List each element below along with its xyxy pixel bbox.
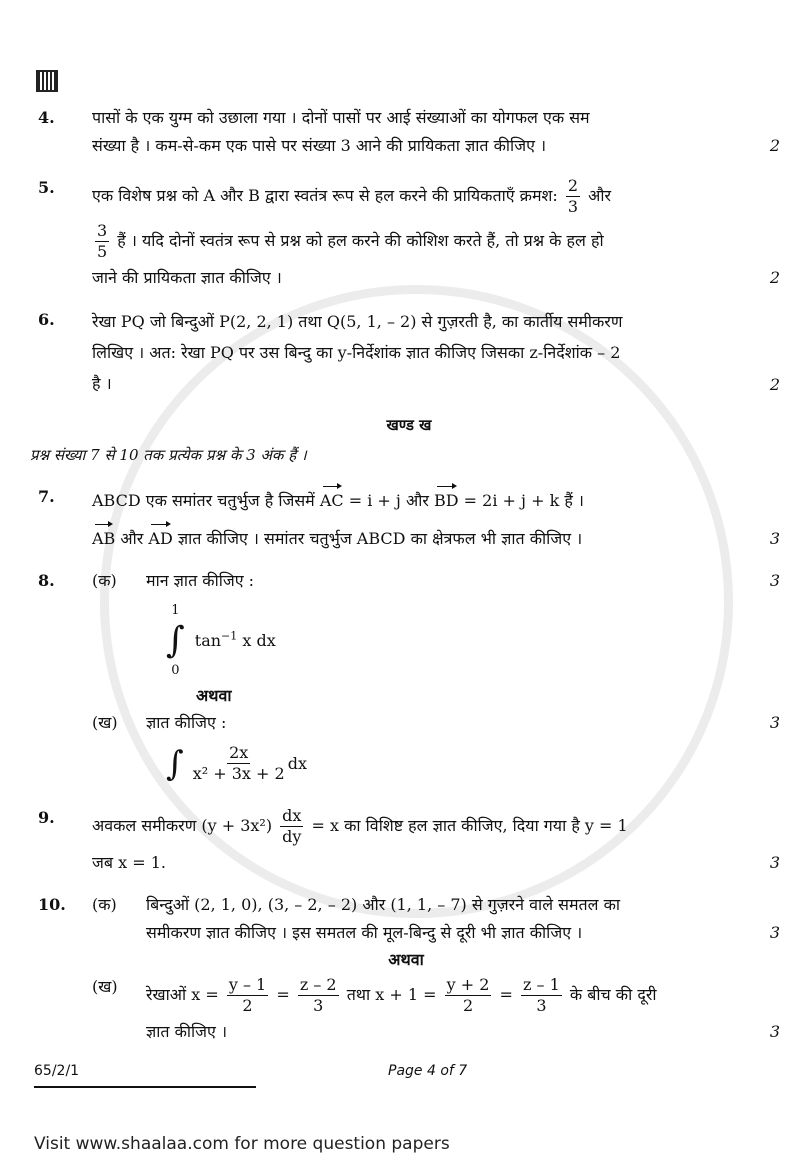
question-text: है । — [92, 374, 112, 393]
question-number: 6. — [38, 310, 55, 329]
denominator: 3 — [536, 996, 547, 1015]
denominator: 2 — [462, 996, 474, 1015]
question-text — [146, 973, 740, 1018]
definite-integral — [166, 603, 276, 679]
or-label: अथवा — [196, 686, 232, 705]
text: अवकल समीकरण (y + 3x²) — [92, 816, 273, 835]
text: = i + j और — [348, 491, 429, 510]
fraction — [95, 221, 109, 262]
fraction — [280, 806, 303, 847]
option-label: (क) — [92, 571, 117, 590]
vector: AC — [320, 483, 344, 511]
question-body — [92, 483, 740, 553]
question-text: ज्ञात कीजिए : — [146, 713, 227, 732]
exponent: −1 — [221, 629, 238, 643]
question-text: रेखा PQ जो बिन्दुओं P(2, 2, 1) तथा Q(5, 1, – 2) से गुज़रती है, का कार्तीय समीकरण — [92, 312, 623, 331]
text: तथा x + 1 = — [346, 985, 437, 1004]
text: ज्ञात कीजिए । समांतर चतुर्भुज ABCD का क्षेत्रफल भी ज्ञात कीजिए । — [177, 529, 583, 548]
text: ABCD एक समांतर चतुर्भुज है जिसमें — [92, 491, 315, 510]
marks: 3 — [769, 853, 780, 872]
text: = x का विशिष्ट हल ज्ञात कीजिए, दिया गया है y = 1 — [311, 816, 628, 835]
marks: 2 — [769, 136, 780, 155]
numerator: 2x — [229, 743, 249, 762]
fraction — [566, 176, 580, 217]
integral-limits — [166, 603, 185, 679]
marks: 3 — [769, 1022, 780, 1041]
question-text: बिन्दुओं (2, 1, 0), (3, – 2, – 2) और (1, 1, – 7) से गुज़रने वाले समतल का — [146, 895, 620, 914]
vector: AD — [148, 521, 172, 549]
numerator: z – 1 — [523, 975, 560, 994]
marks: 3 — [769, 571, 780, 590]
denominator: x² + 3x + 2 — [192, 764, 285, 783]
question-text: जाने की प्रायिकता ज्ञात कीजिए । — [92, 268, 282, 287]
question-10 — [38, 891, 780, 1046]
denominator: 5 — [97, 242, 108, 261]
integral-upper-limit: 1 — [171, 603, 180, 618]
denominator: 2 — [242, 996, 253, 1015]
option-label: (ख) — [92, 713, 118, 732]
question-text: मान ज्ञात कीजिए : — [146, 571, 255, 590]
question-body — [146, 973, 740, 1046]
text: और — [120, 529, 144, 548]
fraction — [227, 975, 268, 1016]
text: हैं । यदि दोनों स्वतंत्र रूप से प्रश्न को हल करने की कोशिश करते हैं, तो प्रश्न के हल हो — [117, 231, 604, 250]
paper-code: 65/2/1 — [34, 1063, 80, 1079]
section-instruction: प्रश्न संख्या 7 से 10 तक प्रत्येक प्रश्न के 3 अंक हैं । — [30, 446, 307, 464]
text: एक विशेष प्रश्न को A और B द्वारा स्वतंत्र रूप से हल करने की प्रायिकताएँ क्रमश: — [92, 186, 558, 205]
question-number: 10. — [38, 895, 66, 914]
marks: 3 — [769, 923, 780, 942]
option-b — [92, 709, 780, 790]
fraction — [445, 975, 492, 1016]
option-a — [92, 891, 780, 947]
question-body — [146, 567, 740, 709]
question-body — [92, 804, 740, 877]
page-footer — [34, 1060, 780, 1082]
indefinite-integral — [166, 741, 307, 786]
text: = — [276, 985, 290, 1004]
text: = 2i + j + k हैं । — [463, 491, 584, 510]
promo-banner-link[interactable]: Visit www.shaalaa.com for more question papers — [34, 1134, 450, 1154]
question-text — [92, 804, 740, 849]
denominator: 3 — [313, 996, 324, 1015]
question-text: संख्या है । कम-से-कम एक पासे पर संख्या 3 आने की प्रायिकता ज्ञात कीजिए । — [92, 136, 547, 155]
question-text: लिखिए । अत: रेखा PQ पर उस बिन्दु का y-निर्देशांक ज्ञात कीजिए जिसका z-निर्देशांक – 2 — [92, 343, 621, 362]
numerator: 3 — [97, 221, 108, 240]
text: रेखाओं x = — [146, 985, 219, 1004]
integral-sign: ∫ — [166, 620, 185, 661]
question-6 — [38, 306, 780, 399]
or-label: अथवा — [388, 950, 424, 969]
numerator: z – 2 — [299, 975, 337, 994]
question-text — [92, 483, 740, 515]
question-body — [92, 174, 740, 292]
question-5 — [38, 174, 780, 292]
numerator: y – 1 — [228, 975, 267, 994]
text: के बीच की दूरी — [569, 985, 657, 1004]
question-text: पासों के एक युग्म को उछाला गया । दोनों पासों पर आई संख्याओं का योगफल एक सम — [92, 108, 590, 127]
question-text: ज्ञात कीजिए । — [146, 1022, 228, 1041]
numerator: y + 2 — [446, 975, 490, 994]
question-text: जब x = 1. — [92, 853, 166, 872]
numerator: 2 — [567, 176, 579, 195]
question-body — [92, 306, 740, 399]
question-number: 7. — [38, 487, 55, 506]
question-number: 5. — [38, 178, 55, 197]
fraction — [298, 975, 339, 1016]
numerator: dx — [282, 806, 302, 825]
question-number: 4. — [38, 108, 55, 127]
question-9 — [38, 804, 780, 877]
integral-lower-limit: 0 — [171, 663, 180, 678]
question-number: 9. — [38, 808, 55, 827]
text: और — [588, 186, 612, 205]
text: dx — [287, 753, 307, 773]
vector: AB — [92, 521, 115, 549]
question-text — [92, 174, 740, 219]
option-a — [92, 567, 780, 709]
text: = — [499, 985, 513, 1004]
denominator: 3 — [567, 197, 579, 216]
question-number: 8. — [38, 571, 55, 590]
text: x dx — [242, 631, 276, 650]
marks: 2 — [769, 375, 780, 394]
option-b — [92, 973, 780, 1046]
question-8 — [38, 567, 780, 790]
page-number: Page 4 of 7 — [388, 1063, 468, 1079]
option-label: (ख) — [92, 977, 118, 996]
fraction — [521, 975, 562, 1016]
question-text — [92, 219, 740, 264]
question-7 — [38, 483, 780, 553]
integral-sign: ∫ — [166, 743, 184, 784]
vector: BD — [434, 483, 459, 511]
text: tan — [194, 631, 222, 650]
question-4 — [38, 104, 780, 160]
denominator: dy — [282, 827, 302, 846]
section-title: खण्ड ख — [386, 416, 432, 434]
marks: 2 — [769, 268, 780, 287]
marks: 3 — [769, 713, 780, 732]
question-body — [92, 104, 740, 160]
footer-divider — [34, 1086, 256, 1088]
question-text: समीकरण ज्ञात कीजिए । इस समतल की मूल-बिन्दु से दूरी भी ज्ञात कीजिए । — [146, 923, 583, 942]
marks: 3 — [769, 529, 780, 548]
question-body — [146, 891, 740, 947]
option-label: (क) — [92, 895, 117, 914]
fraction — [193, 743, 285, 784]
integrand — [195, 627, 276, 655]
question-text — [92, 521, 740, 553]
question-body — [146, 709, 740, 790]
